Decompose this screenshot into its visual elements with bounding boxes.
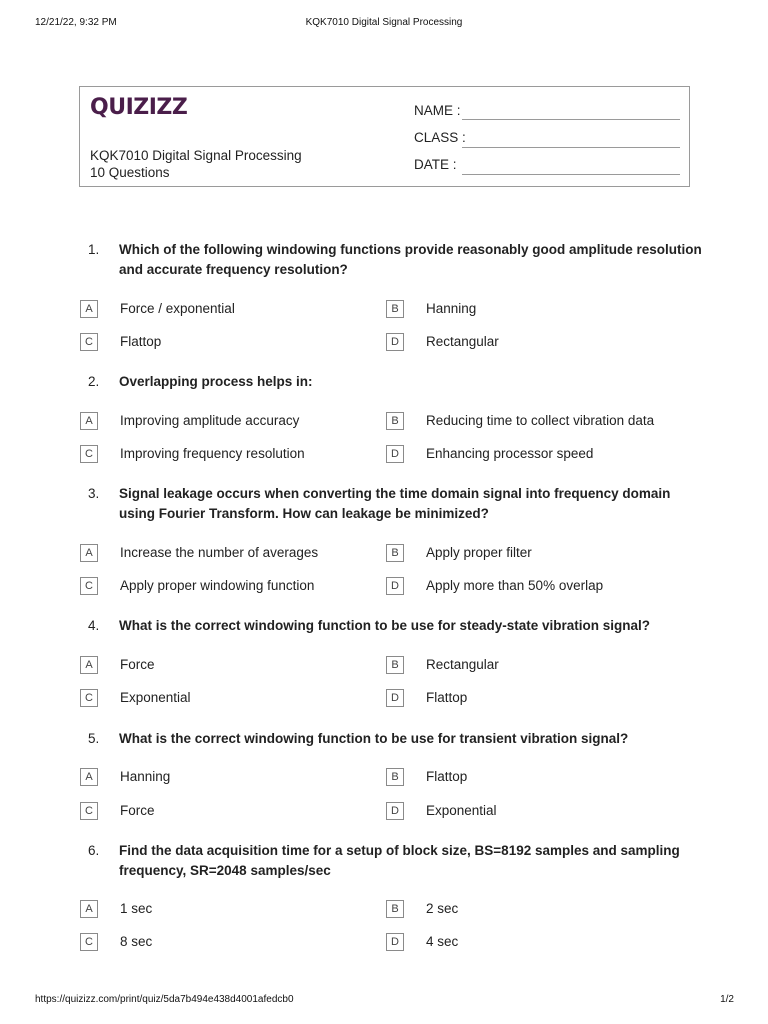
name-field[interactable] xyxy=(462,119,680,120)
option-letter: B xyxy=(386,900,404,918)
option-letter: C xyxy=(80,933,98,951)
option-text: Exponential xyxy=(426,803,497,818)
option-letter: B xyxy=(386,656,404,674)
question-number: 5. xyxy=(88,731,100,746)
print-datetime: 12/21/22, 9:32 PM xyxy=(35,17,117,28)
print-footer xyxy=(0,994,768,1008)
option-text: Hanning xyxy=(426,301,477,316)
question-number: 4. xyxy=(88,618,100,633)
print-url[interactable]: https://quizizz.com/print/quiz/5da7b494e438d4001afedcb0 xyxy=(35,994,294,1005)
option-text: Apply more than 50% overlap xyxy=(426,578,604,593)
option-text: Force / exponential xyxy=(120,301,235,316)
option-text: Rectangular xyxy=(426,657,499,672)
question-count: 10 Questions xyxy=(90,165,170,180)
question-number: 3. xyxy=(88,486,100,501)
option-text: Improving frequency resolution xyxy=(120,446,305,461)
option-letter: B xyxy=(386,412,404,430)
option-letter: A xyxy=(80,544,98,562)
option-text: 1 sec xyxy=(120,901,153,916)
question-number: 6. xyxy=(88,843,100,858)
option-text: Apply proper filter xyxy=(426,545,532,560)
option-text: Flattop xyxy=(120,334,162,349)
question-text: What is the correct windowing function to be use for steady-state vibration signal? xyxy=(119,618,651,633)
option-letter: D xyxy=(386,689,404,707)
name-label: NAME : xyxy=(414,103,461,118)
option-letter: A xyxy=(80,900,98,918)
option-text: Exponential xyxy=(120,690,191,705)
option-text: Reducing time to collect vibration data xyxy=(426,413,655,428)
date-label: DATE : xyxy=(414,157,457,172)
option-letter: C xyxy=(80,333,98,351)
option-text: 4 sec xyxy=(426,934,459,949)
date-field[interactable] xyxy=(462,174,680,175)
print-header xyxy=(0,17,768,31)
question-number: 1. xyxy=(88,242,100,257)
option-letter: B xyxy=(386,768,404,786)
option-letter: D xyxy=(386,445,404,463)
option-letter: C xyxy=(80,689,98,707)
quiz-title: KQK7010 Digital Signal Processing xyxy=(90,148,302,163)
option-text: Hanning xyxy=(120,769,171,784)
question-number: 2. xyxy=(88,374,100,389)
option-letter: A xyxy=(80,768,98,786)
option-text: Enhancing processor speed xyxy=(426,446,594,461)
quizizz-logo: QUIZIZZ xyxy=(90,95,188,120)
option-letter: C xyxy=(80,577,98,595)
print-title: KQK7010 Digital Signal Processing xyxy=(305,17,463,28)
option-text: Flattop xyxy=(426,769,468,784)
option-letter: D xyxy=(386,933,404,951)
option-letter: A xyxy=(80,412,98,430)
option-letter: A xyxy=(80,656,98,674)
option-text: 8 sec xyxy=(120,934,153,949)
option-text: Improving amplitude accuracy xyxy=(120,413,300,428)
question-text: Which of the following windowing functions provide reasonably good amplitude resolution and accurate frequency resolution? xyxy=(119,242,702,277)
option-text: Apply proper windowing function xyxy=(120,578,315,593)
question-text: What is the correct windowing function to be use for transient vibration signal? xyxy=(119,731,629,746)
class-field[interactable] xyxy=(462,147,680,148)
option-letter: D xyxy=(386,577,404,595)
option-text: 2 sec xyxy=(426,901,459,916)
option-letter: D xyxy=(386,802,404,820)
page-number: 1/2 xyxy=(720,994,734,1005)
option-letter: B xyxy=(386,544,404,562)
question-text: Find the data acquisition time for a setup of block size, BS=8192 samples and sampling frequency, SR=2048 samples/sec xyxy=(119,843,680,878)
quiz-header-box xyxy=(79,86,690,187)
option-letter: D xyxy=(386,333,404,351)
option-text: Force xyxy=(120,803,155,818)
option-text: Increase the number of averages xyxy=(120,545,319,560)
class-label: CLASS : xyxy=(414,130,466,145)
option-text: Force xyxy=(120,657,155,672)
option-text: Rectangular xyxy=(426,334,499,349)
option-letter: C xyxy=(80,445,98,463)
option-letter: A xyxy=(80,300,98,318)
option-letter: C xyxy=(80,802,98,820)
option-letter: B xyxy=(386,300,404,318)
question-text: Overlapping process helps in: xyxy=(119,374,313,389)
question-text: Signal leakage occurs when converting the time domain signal into frequency domain using Fourier Transform. How can leakage be minimized? xyxy=(119,486,671,521)
option-text: Flattop xyxy=(426,690,468,705)
